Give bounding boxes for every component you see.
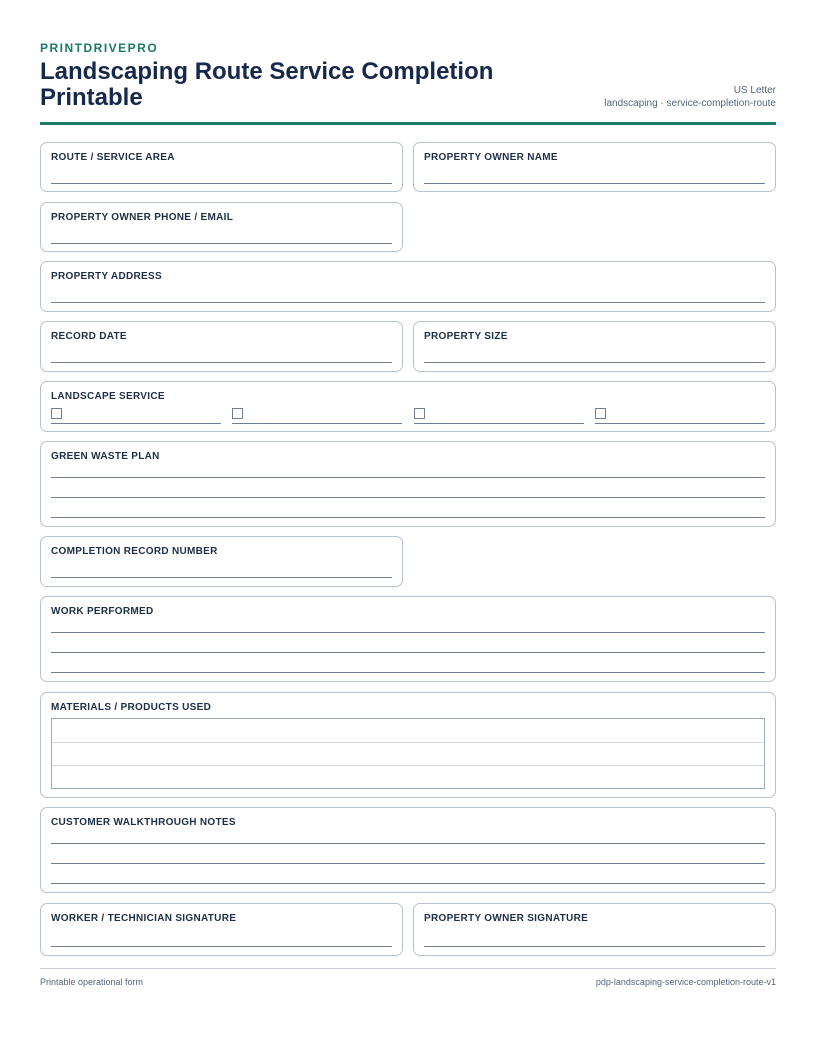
route-label: ROUTE / SERVICE AREA <box>51 152 175 163</box>
landscape-service-field <box>40 381 776 432</box>
document-meta <box>604 84 776 110</box>
work-performed-line-1[interactable] <box>51 632 765 633</box>
work-performed-label: WORK PERFORMED <box>51 606 154 617</box>
materials-label: MATERIALS / PRODUCTS USED <box>51 702 212 713</box>
footer-rule <box>40 968 776 969</box>
green-waste-field <box>40 441 776 527</box>
worker-signature-label: WORKER / TECHNICIAN SIGNATURE <box>51 913 237 924</box>
property-size-label: PROPERTY SIZE <box>424 331 508 342</box>
document-tags: landscaping · service-completion-route <box>604 98 776 109</box>
checkbox-icon[interactable] <box>414 408 425 419</box>
owner-contact-label: PROPERTY OWNER PHONE / EMAIL <box>51 212 234 223</box>
green-waste-line-1[interactable] <box>51 477 765 478</box>
address-input-line[interactable] <box>51 302 765 303</box>
owner-name-label: PROPERTY OWNER NAME <box>424 152 558 163</box>
worker-signature-field <box>40 903 403 956</box>
page-title: Landscaping Route Service Completion Printable <box>40 58 494 111</box>
walkthrough-line-1[interactable] <box>51 843 765 844</box>
record-date-label: RECORD DATE <box>51 331 127 342</box>
green-waste-line-2[interactable] <box>51 497 765 498</box>
record-date-field <box>40 321 403 372</box>
owner-signature-line[interactable] <box>424 946 765 947</box>
green-waste-label: GREEN WASTE PLAN <box>51 451 160 462</box>
work-performed-field <box>40 596 776 682</box>
header-rule <box>40 122 776 125</box>
service-option-2[interactable] <box>232 408 402 424</box>
checkbox-icon[interactable] <box>51 408 62 419</box>
checkbox-icon[interactable] <box>232 408 243 419</box>
record-date-input-line[interactable] <box>51 362 392 363</box>
paper-size: US Letter <box>733 85 776 96</box>
record-number-field <box>40 536 403 587</box>
owner-name-input-line[interactable] <box>424 183 765 184</box>
table-row-divider <box>52 742 764 743</box>
walkthrough-line-3[interactable] <box>51 883 765 884</box>
property-size-field <box>413 321 776 372</box>
footer-left-text: Printable operational form <box>40 977 144 987</box>
owner-contact-field <box>40 202 403 252</box>
checkbox-icon[interactable] <box>595 408 606 419</box>
owner-signature-label: PROPERTY OWNER SIGNATURE <box>424 913 589 924</box>
record-number-input-line[interactable] <box>51 577 392 578</box>
green-waste-line-3[interactable] <box>51 517 765 518</box>
walkthrough-notes-label: CUSTOMER WALKTHROUGH NOTES <box>51 817 236 828</box>
service-option-4[interactable] <box>595 408 765 424</box>
address-field <box>40 261 776 312</box>
brand-name: PRINTDRIVEPRO <box>40 41 159 55</box>
service-option-1[interactable] <box>51 408 221 424</box>
work-performed-line-3[interactable] <box>51 672 765 673</box>
landscape-service-label: LANDSCAPE SERVICE <box>51 391 165 402</box>
property-size-input-line[interactable] <box>424 362 765 363</box>
walkthrough-line-2[interactable] <box>51 863 765 864</box>
footer-form-id: pdp-landscaping-service-completion-route-v1 <box>595 977 776 987</box>
materials-table[interactable] <box>51 718 765 789</box>
route-field <box>40 142 403 192</box>
route-input-line[interactable] <box>51 183 392 184</box>
owner-contact-input-line[interactable] <box>51 243 392 244</box>
worker-signature-line[interactable] <box>51 946 392 947</box>
materials-field <box>40 692 776 798</box>
address-label: PROPERTY ADDRESS <box>51 271 162 282</box>
walkthrough-notes-field <box>40 807 776 893</box>
work-performed-line-2[interactable] <box>51 652 765 653</box>
table-row-divider <box>52 765 764 766</box>
owner-name-field <box>413 142 776 192</box>
record-number-label: COMPLETION RECORD NUMBER <box>51 546 218 557</box>
owner-signature-field <box>413 903 776 956</box>
service-option-3[interactable] <box>414 408 584 424</box>
